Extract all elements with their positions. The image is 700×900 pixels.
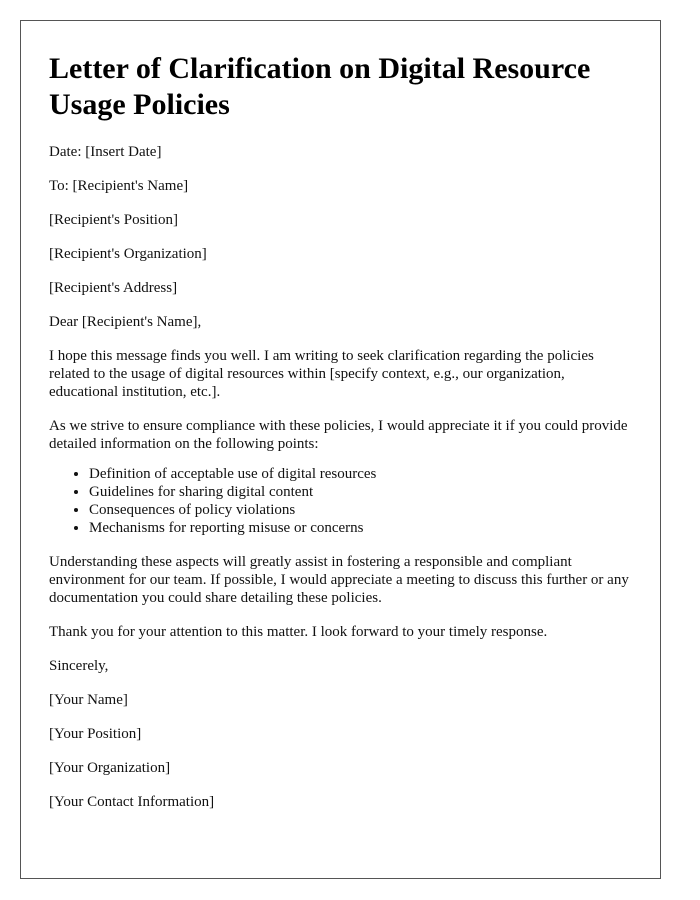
list-item: • Guidelines for sharing digital content — [89, 483, 632, 501]
thanks-paragraph: Thank you for your attention to this matter. I look forward to your timely response. — [49, 624, 548, 640]
recipient-position-line: [Recipient's Position] — [49, 212, 178, 228]
salutation: Dear [Recipient's Name], — [49, 314, 202, 330]
closing-body-paragraph: Understanding these aspects will greatly assist in fostering a responsible and compliant environment for our team. If possible, I would appreciate a meeting to discuss this further or any documentation you could share detailing these policies. — [49, 554, 629, 606]
letter-title: Letter of Clarification on Digital Resource Usage Policies — [49, 52, 591, 121]
list-item: • Definition of acceptable use of digital resources — [89, 465, 632, 483]
points-list — [49, 465, 632, 537]
list-item: • Consequences of policy violations — [89, 501, 632, 519]
sender-position-line: [Your Position] — [49, 726, 142, 742]
sender-organization-line: [Your Organization] — [49, 760, 171, 776]
intro-paragraph: I hope this message finds you well. I am writing to seek clarification regarding the policies related to the usage of digital resources within [specify context, e.g., our organization, educational institution, etc.]. — [49, 348, 594, 400]
recipient-address-line: [Recipient's Address] — [49, 280, 178, 296]
list-item: • Mechanisms for reporting misuse or concerns — [89, 519, 632, 537]
sender-contact-line: [Your Contact Information] — [49, 794, 215, 810]
closing-line: Sincerely, — [49, 658, 109, 674]
date-line: Date: [Insert Date] — [49, 144, 162, 160]
letter-container — [20, 20, 661, 879]
sender-name-line: [Your Name] — [49, 692, 128, 708]
recipient-organization-line: [Recipient's Organization] — [49, 246, 207, 262]
request-paragraph: As we strive to ensure compliance with these policies, I would appreciate it if you could provide detailed information on the following points: — [49, 418, 628, 452]
recipient-name-line: To: [Recipient's Name] — [49, 178, 189, 194]
